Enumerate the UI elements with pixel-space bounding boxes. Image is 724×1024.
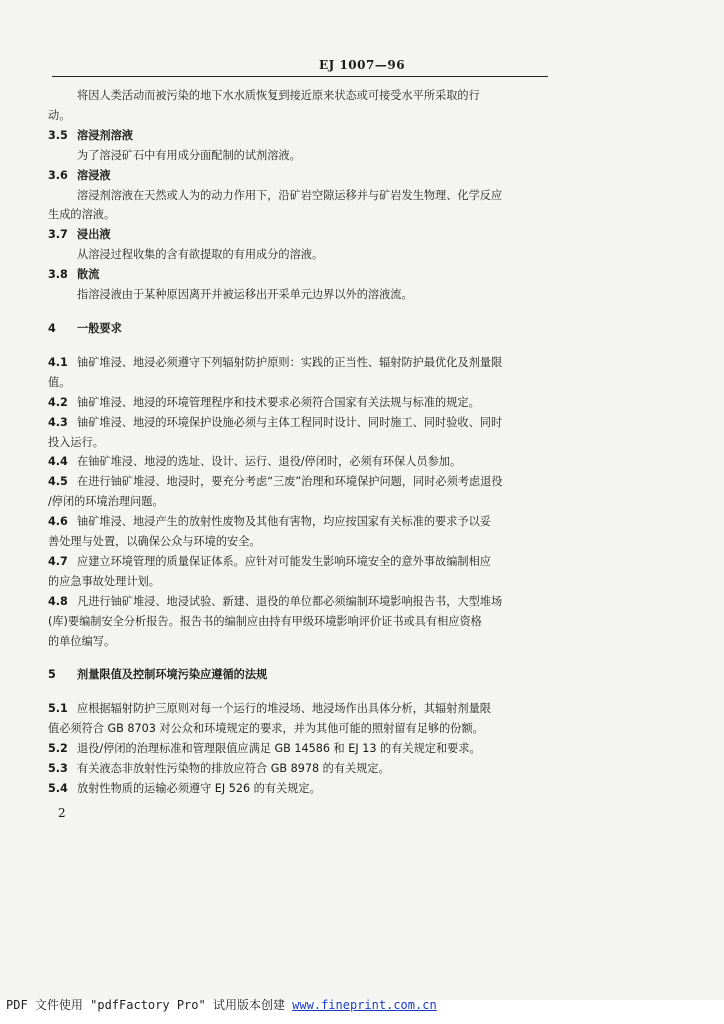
line-text: 应根据辐射防护三原则对每一个运行的堆浸场、地浸场作出具体分析，其辐射剂量限 (77, 702, 491, 716)
clause-number: 4.4 (48, 455, 68, 469)
clause-number: 4.7 (48, 554, 68, 568)
line-text: (库)要编制安全分析报告。报告书的编制应由持有甲级环境影响评价证书或具有相应资格 (48, 614, 482, 628)
clause-number: 5 (48, 668, 56, 682)
footer-link[interactable]: www.fineprint.com.cn (292, 998, 437, 1012)
clause-line (48, 592, 554, 612)
line-text: 指溶浸液由于某种原因离开并被运移出开采单元边界以外的溶液流。 (77, 288, 413, 302)
body-line (48, 632, 554, 652)
pdf-footer (6, 996, 437, 1013)
paragraph-gap (48, 339, 554, 353)
body-line (48, 373, 554, 393)
clause-line (48, 413, 554, 433)
line-text: 铀矿堆浸、地浸必须遵守下列辐射防护原则：实践的正当性、辐射防护最优化及剂量限 (77, 355, 503, 369)
line-text: 铀矿堆浸、地浸产生的放射性废物及其他有害物，均应按国家有关标准的要求予以妥 (77, 515, 491, 529)
body-line (48, 532, 554, 552)
term-heading (48, 225, 554, 245)
clause-number: 5.4 (48, 782, 68, 795)
line-text: 有关液态非放射性污染物的排放应符合 GB 8978 的有关规定。 (77, 762, 390, 776)
document-header: EJ 1007—96 (318, 58, 406, 72)
paragraph-gap (48, 685, 554, 699)
line-text: 凡进行铀矿堆浸、地浸试验、新建、退役的单位都必须编制环境影响报告书，大型堆场 (77, 594, 503, 608)
line-text: 散流 (77, 268, 100, 282)
body-line (48, 205, 554, 225)
clause-line (48, 779, 554, 799)
body-line (48, 285, 554, 305)
line-text: 溶浸液 (77, 168, 111, 182)
line-text: 应建立环境管理的质量保证体系。应针对可能发生影响环境安全的意外事故编制相应 (77, 554, 491, 568)
line-text: 将因人类活动而被污染的地下水水质恢复到接近原来状态或可接受水平所采取的行 (77, 89, 480, 102)
line-text: 值必须符合 GB 8703 对公众和环境规定的要求，并为其他可能的照射留有足够的份额。 (48, 722, 484, 736)
line-text: 铀矿堆浸、地浸的环境管理程序和技术要求必须符合国家有关法规与标准的规定。 (77, 395, 480, 409)
clause-line (48, 472, 554, 492)
line-text: 剂量限值及控制环境污染应遵循的法规 (77, 668, 268, 682)
body-line (48, 572, 554, 592)
body-line (48, 719, 554, 739)
line-text: 投入运行。 (48, 435, 104, 449)
section-heading (48, 665, 554, 685)
clause-line (48, 739, 554, 759)
line-text: 值。 (48, 375, 71, 389)
clause-line (48, 699, 554, 719)
clause-number: 3.8 (48, 268, 68, 282)
line-text: 放射性物质的运输必须遵守 EJ 526 的有关规定。 (77, 782, 321, 795)
line-text: 退役/停闭的治理标准和管理限值应满足 GB 14586 和 EJ 13 的有关规定和要求。 (77, 742, 481, 756)
line-text: 一般要求 (77, 321, 122, 335)
line-text: 在铀矿堆浸、地浸的选址、设计、运行、退役/停闭时，必须有环保人员参加。 (77, 455, 462, 469)
line-text: 从溶浸过程收集的含有欲提取的有用成分的溶液。 (77, 248, 324, 262)
body-line (48, 106, 554, 126)
line-text: 在进行铀矿堆浸、地浸时，要充分考虑“三废”治理和环境保护问题，同时必须考虑退役 (77, 475, 503, 489)
line-text: /停闭的环境治理问题。 (48, 495, 164, 509)
line-text: 为了溶浸矿石中有用成分面配制的试剂溶液。 (77, 148, 301, 162)
clause-number: 5.3 (48, 762, 68, 776)
clause-line (48, 759, 554, 779)
clause-number: 4.3 (48, 415, 68, 429)
line-text: 浸出液 (77, 228, 111, 242)
body-line (48, 146, 554, 166)
clause-number: 3.5 (48, 128, 68, 142)
document-body (48, 86, 554, 799)
line-text: 善处理与处置，以确保公众与环境的安全。 (48, 535, 261, 549)
clause-number: 3.6 (48, 168, 68, 182)
clause-number: 3.7 (48, 228, 68, 242)
line-text: 动。 (48, 108, 71, 122)
body-line (48, 245, 554, 265)
section-heading (48, 319, 554, 339)
line-text: 生成的溶液。 (48, 208, 116, 222)
term-heading (48, 166, 554, 186)
clause-number: 4.5 (48, 475, 68, 489)
body-line (48, 86, 554, 106)
term-heading (48, 126, 554, 146)
line-text: 的应急事故处理计划。 (48, 574, 160, 588)
body-line (48, 433, 554, 453)
clause-line (48, 512, 554, 532)
clause-line (48, 393, 554, 413)
clause-number: 4.1 (48, 355, 68, 369)
line-text: 的单位编写。 (48, 634, 116, 648)
clause-line (48, 552, 554, 572)
line-text: 铀矿堆浸、地浸的环境保护设施必须与主体工程同时设计、同时施工、同时验收、同时 (77, 415, 503, 429)
footer-text: PDF 文件使用 "pdfFactory Pro" 试用版本创建 (6, 998, 293, 1012)
clause-line (48, 353, 554, 373)
page-number: 2 (58, 806, 66, 820)
clause-number: 5.2 (48, 742, 68, 756)
clause-number: 4.2 (48, 395, 68, 409)
clause-number: 4 (48, 321, 56, 335)
body-line (48, 612, 554, 632)
paragraph-gap (48, 305, 554, 319)
clause-number: 4.6 (48, 515, 68, 529)
clause-line (48, 452, 554, 472)
clause-number: 5.1 (48, 702, 68, 716)
line-text: 溶浸剂溶液 (77, 128, 133, 142)
line-text: 溶浸剂溶液在天然或人为的动力作用下，沿矿岩空隙运移并与矿岩发生物理、化学反应 (77, 188, 503, 202)
term-heading (48, 265, 554, 285)
body-line (48, 186, 554, 206)
body-line (48, 492, 554, 512)
header-rule (52, 76, 548, 77)
clause-number: 4.8 (48, 594, 68, 608)
paragraph-gap (48, 651, 554, 665)
